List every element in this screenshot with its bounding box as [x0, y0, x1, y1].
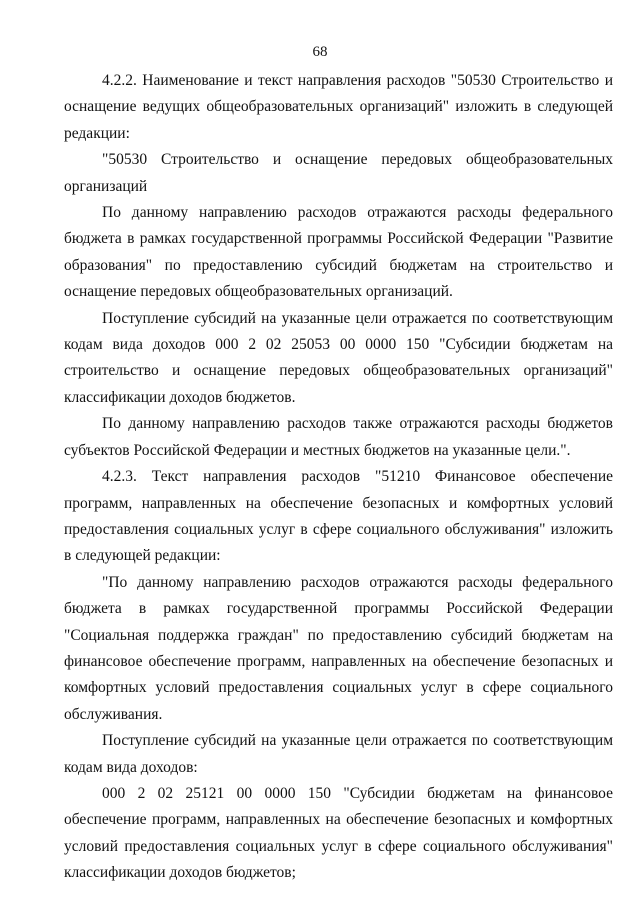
- paragraph-50530-income-codes: Поступление субсидий на указанные цели отражается по соответствующим кодам вида доходов 000 2 02 25053 00 0000 150 "Субсидии бюджетам на строительство и оснащение передовых общеобразовательных организаций" классификации доходов бюджетов.: [64, 309, 613, 406]
- page-number: 68: [312, 44, 328, 60]
- paragraph-50530-description: По данному направлению расходов отражаются расходы федерального бюджета в рамках государственной программы Российской Федерации "Развитие образования" по предоставлению субсидий бюджетам на строительство и оснащение передовых общеобразовательных организаций.: [64, 204, 613, 301]
- paragraph-4-2-3: 4.2.3. Текст направления расходов "51210 Финансовое обеспечение программ, направленных на обеспечение безопасных и комфортных условий предоставления социальных услуг в сфере социального обслуживания" изложить в следующей редакции:: [64, 468, 613, 565]
- paragraph-51210-income-code: 000 2 02 25121 00 0000 150 "Субсидии бюджетам на финансовое обеспечение программ, направленных на обеспечение безопасных и комфортных условий предоставления социальных услуг в сфере социального обслуживания" классификации доходов бюджетов;: [64, 784, 613, 882]
- paragraph-51210-description: "По данному направлению расходов отражаются расходы федерального бюджета в рамках государственной программы Российской Федерации "Социальная поддержка граждан" по предоставлению субсидий бюджетам на финансовое обеспечение программ, направленных на обеспечение безопасных и комфортных условий предоставления социальных услуг в сфере социального обслуживания.: [64, 573, 613, 723]
- paragraph-50530-title: "50530 Строительство и оснащение передовых общеобразовательных организаций: [64, 151, 613, 195]
- paragraph-51210-income-intro: Поступление субсидий на указанные цели отражается по соответствующим кодам вида доходов:: [64, 732, 613, 776]
- paragraph-4-2-2: 4.2.2. Наименование и текст направления расходов "50530 Строительство и оснащение ведущих общеобразовательных организаций" изложить в следующей редакции:: [64, 72, 613, 142]
- paragraph-50530-regional: По данному направлению расходов также отражаются расходы бюджетов субъектов Российской Федерации и местных бюджетов на указанные цели.".: [64, 415, 613, 459]
- document-body: [64, 68, 613, 887]
